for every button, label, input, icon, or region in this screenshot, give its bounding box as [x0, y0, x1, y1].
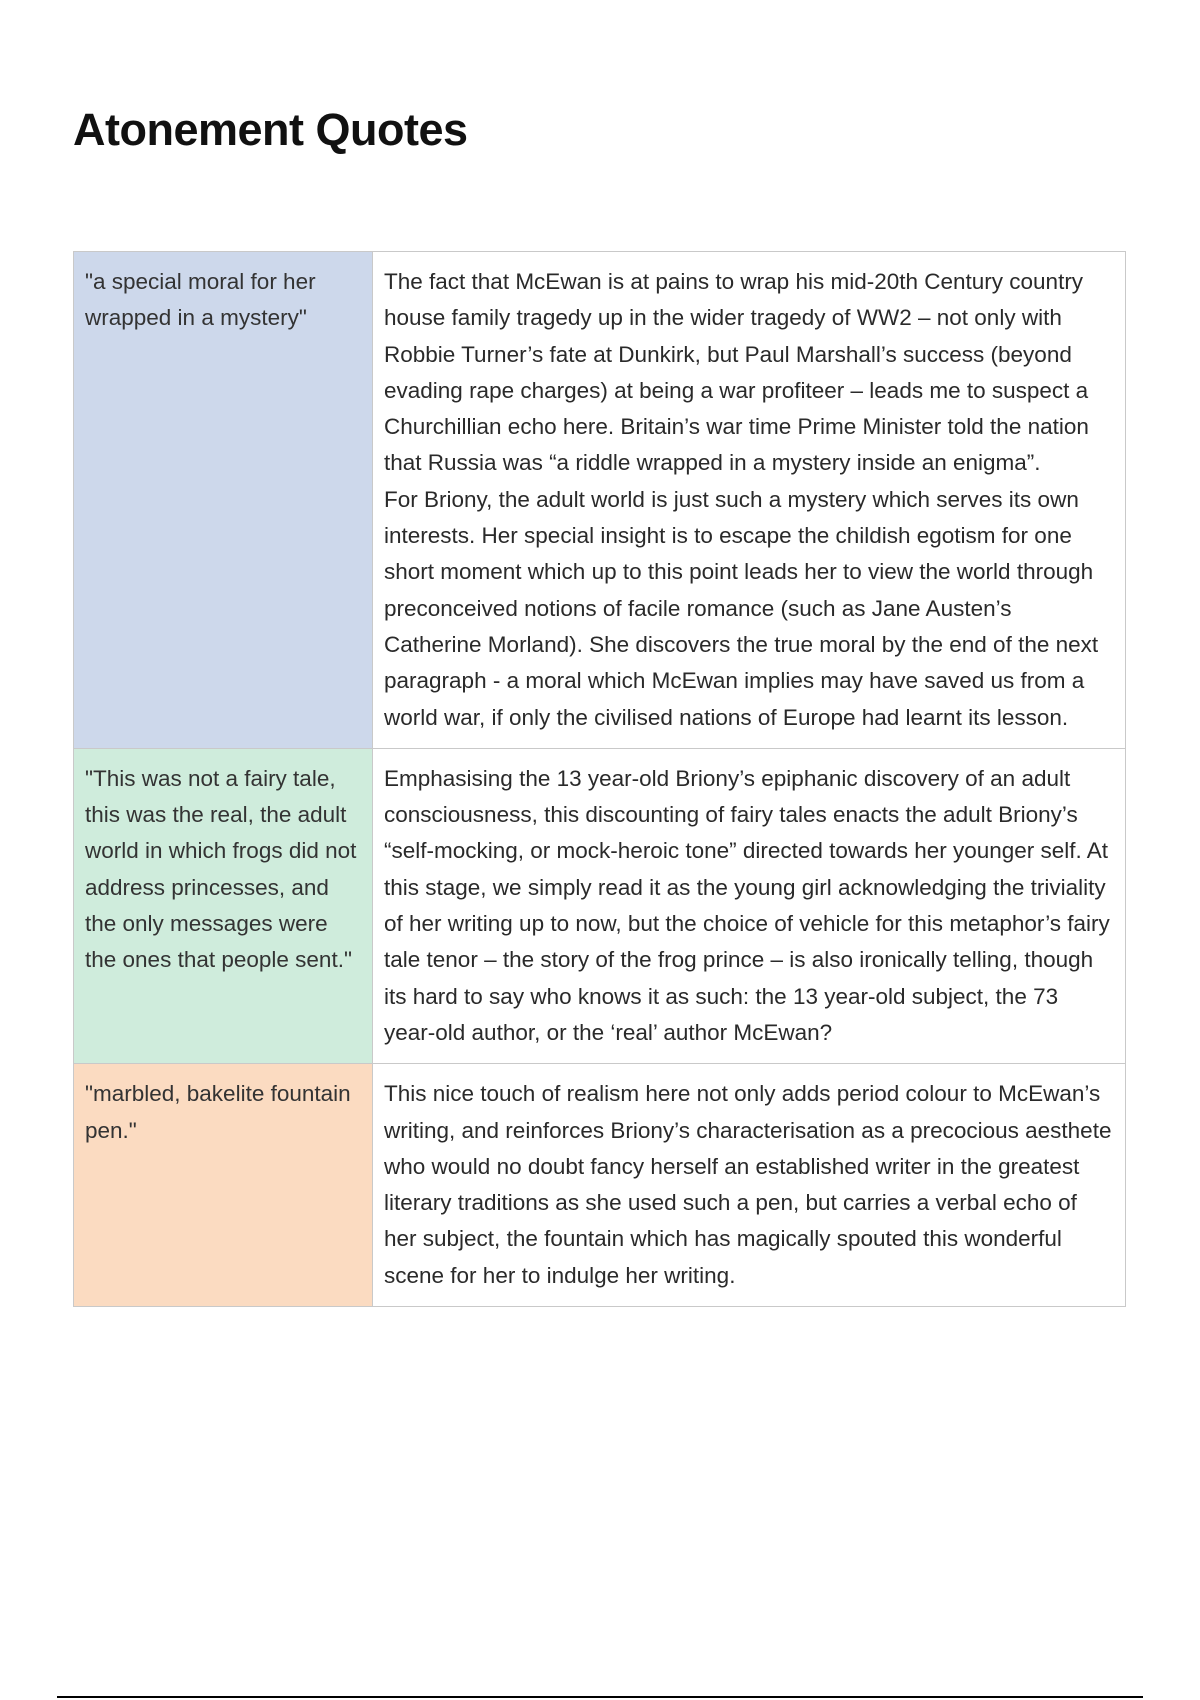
analysis-cell: [373, 748, 1126, 1063]
quotes-table: [73, 251, 1126, 1307]
page-title: Atonement Quotes: [73, 104, 468, 155]
analysis-paragraph: The fact that McEwan is at pains to wrap his mid-20th Century country house family tragedy up in the wider tragedy of WW2 – not only with Robbie Turner’s fate at Dunkirk, but Paul Marshall’s success (beyond evading rape charges) at being a war profiteer – leads me to suspect a Churchillian echo here. Britain’s war time Prime Minister told the nation that Russia was “a riddle wrapped in a mystery inside an enigma”.: [384, 269, 1089, 476]
quote-cell: "a special moral for her wrapped in a mystery": [74, 252, 373, 749]
analysis-cell: [373, 252, 1126, 749]
analysis-paragraph: This nice touch of realism here not only adds period colour to McEwan’s writing, and reinforces Briony’s characterisation as a precocious aesthete who would no doubt fancy herself an established writer in the greatest literary traditions as she used such a pen, but carries a verbal echo of her subject, the fountain which has magically spouted this wonderful scene for her to indulge her writing.: [384, 1081, 1112, 1288]
table-row: [74, 252, 1126, 749]
analysis-paragraph: Emphasising the 13 year-old Briony’s epiphanic discovery of an adult consciousness, this discounting of fairy tales enacts the adult Briony’s “self-mocking, or mock-heroic tone” directed towards her younger self. At this stage, we simply read it as the young girl acknowledging the triviality of her writing up to now, but the choice of vehicle for this metaphor’s fairy tale tenor – the story of the frog prince – is also ironically telling, though its hard to say who knows it as such: the 13 year-old subject, the 73 year-old author, or the ‘real’ author McEwan?: [384, 765, 1110, 1045]
quote-cell: "marbled, bakelite fountain pen.": [74, 1064, 373, 1307]
table-row: [74, 748, 1126, 1063]
quote-cell: "This was not a fairy tale, this was the real, the adult world in which frogs did not address princesses, and the only messages were the ones that people sent.": [74, 748, 373, 1063]
analysis-cell: [373, 1064, 1126, 1307]
footer-divider: [57, 1696, 1143, 1698]
analysis-paragraph: For Briony, the adult world is just such a mystery which serves its own interests. Her special insight is to escape the childish egotism for one short moment which up to this point leads her to view the world through preconceived notions of facile romance (such as Jane Austen’s Catherine Morland). She discovers the true moral by the end of the next paragraph - a moral which McEwan implies may have saved us from a world war, if only the civilised nations of Europe had learnt its lesson.: [384, 486, 1099, 730]
table-row: [74, 1064, 1126, 1307]
